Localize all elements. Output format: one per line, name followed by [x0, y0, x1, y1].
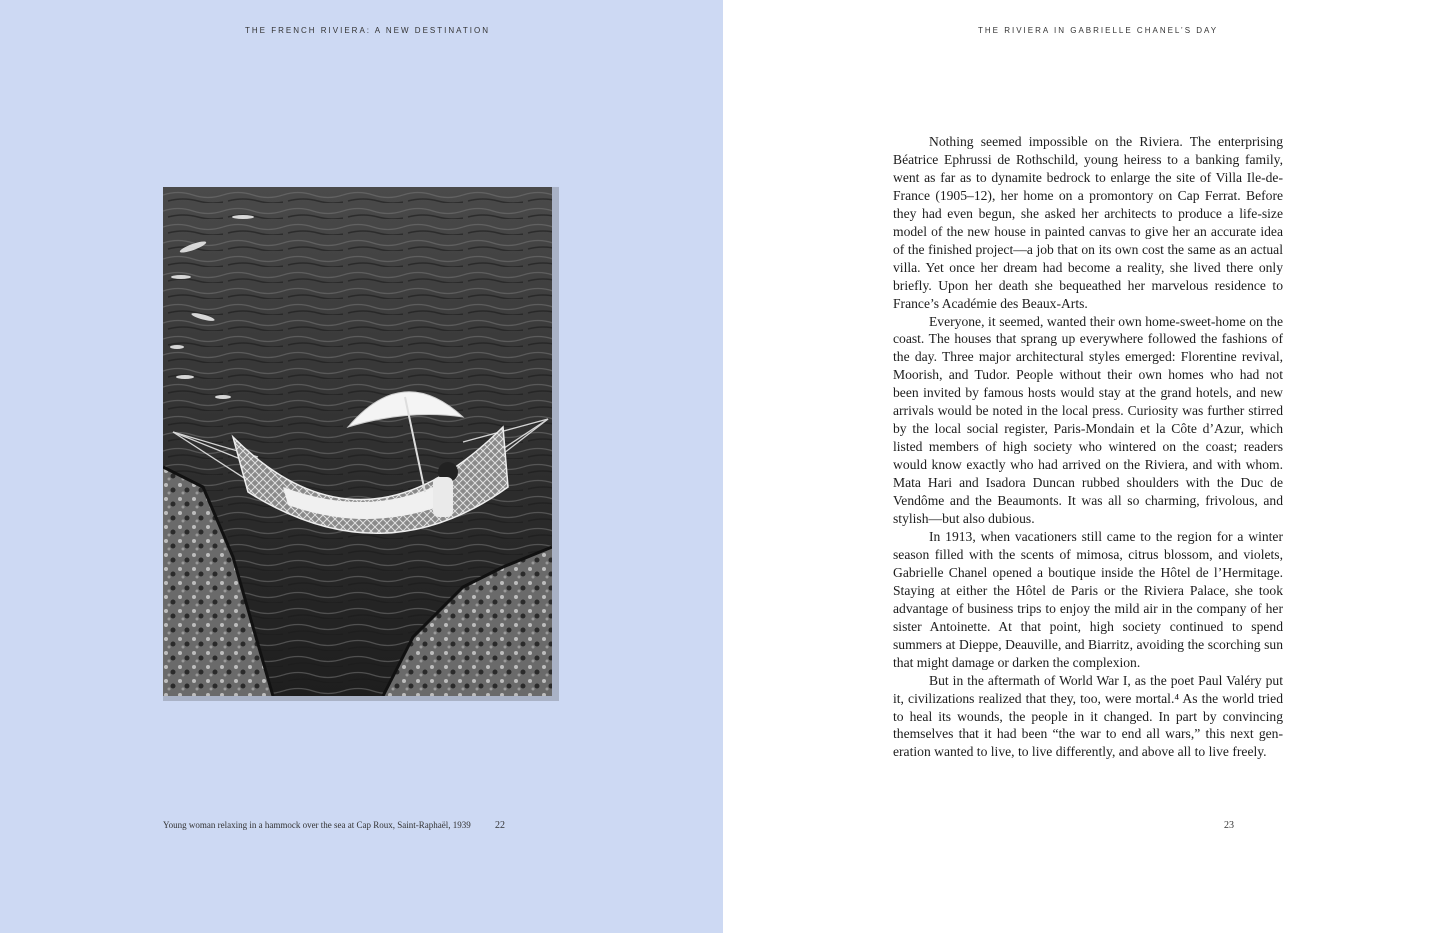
- photo-hammock-icon: [163, 187, 552, 696]
- paragraph: In 1913, when vacationers still came to the region for a winter season filled with the scents of mimosa, citrus blossom, and violets, Gabrielle Chanel opened a boutique inside the Hôtel de l’Hermitage. Staying at either the Hôtel de Paris or the Riviera Palace, she took advantage of business trips to enjoy the mild air in the company of her sister Antoinette. At that point, high society continued to spend summers at Dieppe, Deauville, and Biarritz, avoiding the scorching sun that might damage or darken the complexion.: [893, 528, 1283, 670]
- right-page: [723, 0, 1445, 933]
- page-number-left: 22: [495, 820, 505, 831]
- paragraph: Nothing seemed impossible on the Riviera. The enterprising Béatrice Ephrussi de Rothschild, young heiress to a banking family, went as far as to dynamite bedrock to enlarge the site of Villa Ile-de-France (1905–12), her home on a promontory on Cap Ferrat. Before they had even begun, she asked her architects to produce a life-size model of the new house in painted canvas to give her an accurate idea of the finished project—a job that on its own cost the same as an actual villa. Yet once her dream had become a reality, she lived there only briefly. Upon her death she bequeathed her marvelous residence to France’s Académie des Beaux-Arts.: [893, 134, 1283, 311]
- photo-caption: Young woman relaxing in a hammock over the sea at Cap Roux, Saint-Raphaël, 1939: [163, 820, 471, 830]
- page-number-right: 23: [1224, 820, 1234, 831]
- body-text: [893, 133, 1283, 761]
- paragraph: But in the aftermath of World War I, as the poet Paul Valéry put it, civilizations realized that they, too, were mortal.⁴ As the world tried to heal its wounds, the people in it changed. In part by convincing themselves that it had been “the war to end all wars,” this next generation wanted to live, to live differently, and above all to live freely.: [893, 672, 1283, 760]
- photo-frame: [163, 187, 559, 701]
- paragraph: Everyone, it seemed, wanted their own home-sweet-home on the coast. The houses that sprang up everywhere followed the fashions of the day. Three major architectural styles emerged: Florentine revival, Moorish, and Tudor. People without their own homes who had not been invited by famous hosts would stay at the grand hotels, and new arrivals would be noted in the local press. Curiosity was further stirred by the local social register, Paris-Mondain et la Côte d’Azur, which listed members of high society who wintered on the coast; readers would know exactly who had arrived on the Riviera, and with whom. Mata Hari and Isadora Duncan rubbed shoulders with the Duc de Vendôme and the Beaumonts. It was all so charming, frivolous, and stylish—but also dubious.: [893, 313, 1283, 527]
- running-head-left: THE FRENCH RIVIERA: A NEW DESTINATION: [245, 26, 490, 35]
- running-head-right: THE RIVIERA IN GABRIELLE CHANEL’S DAY: [978, 26, 1219, 35]
